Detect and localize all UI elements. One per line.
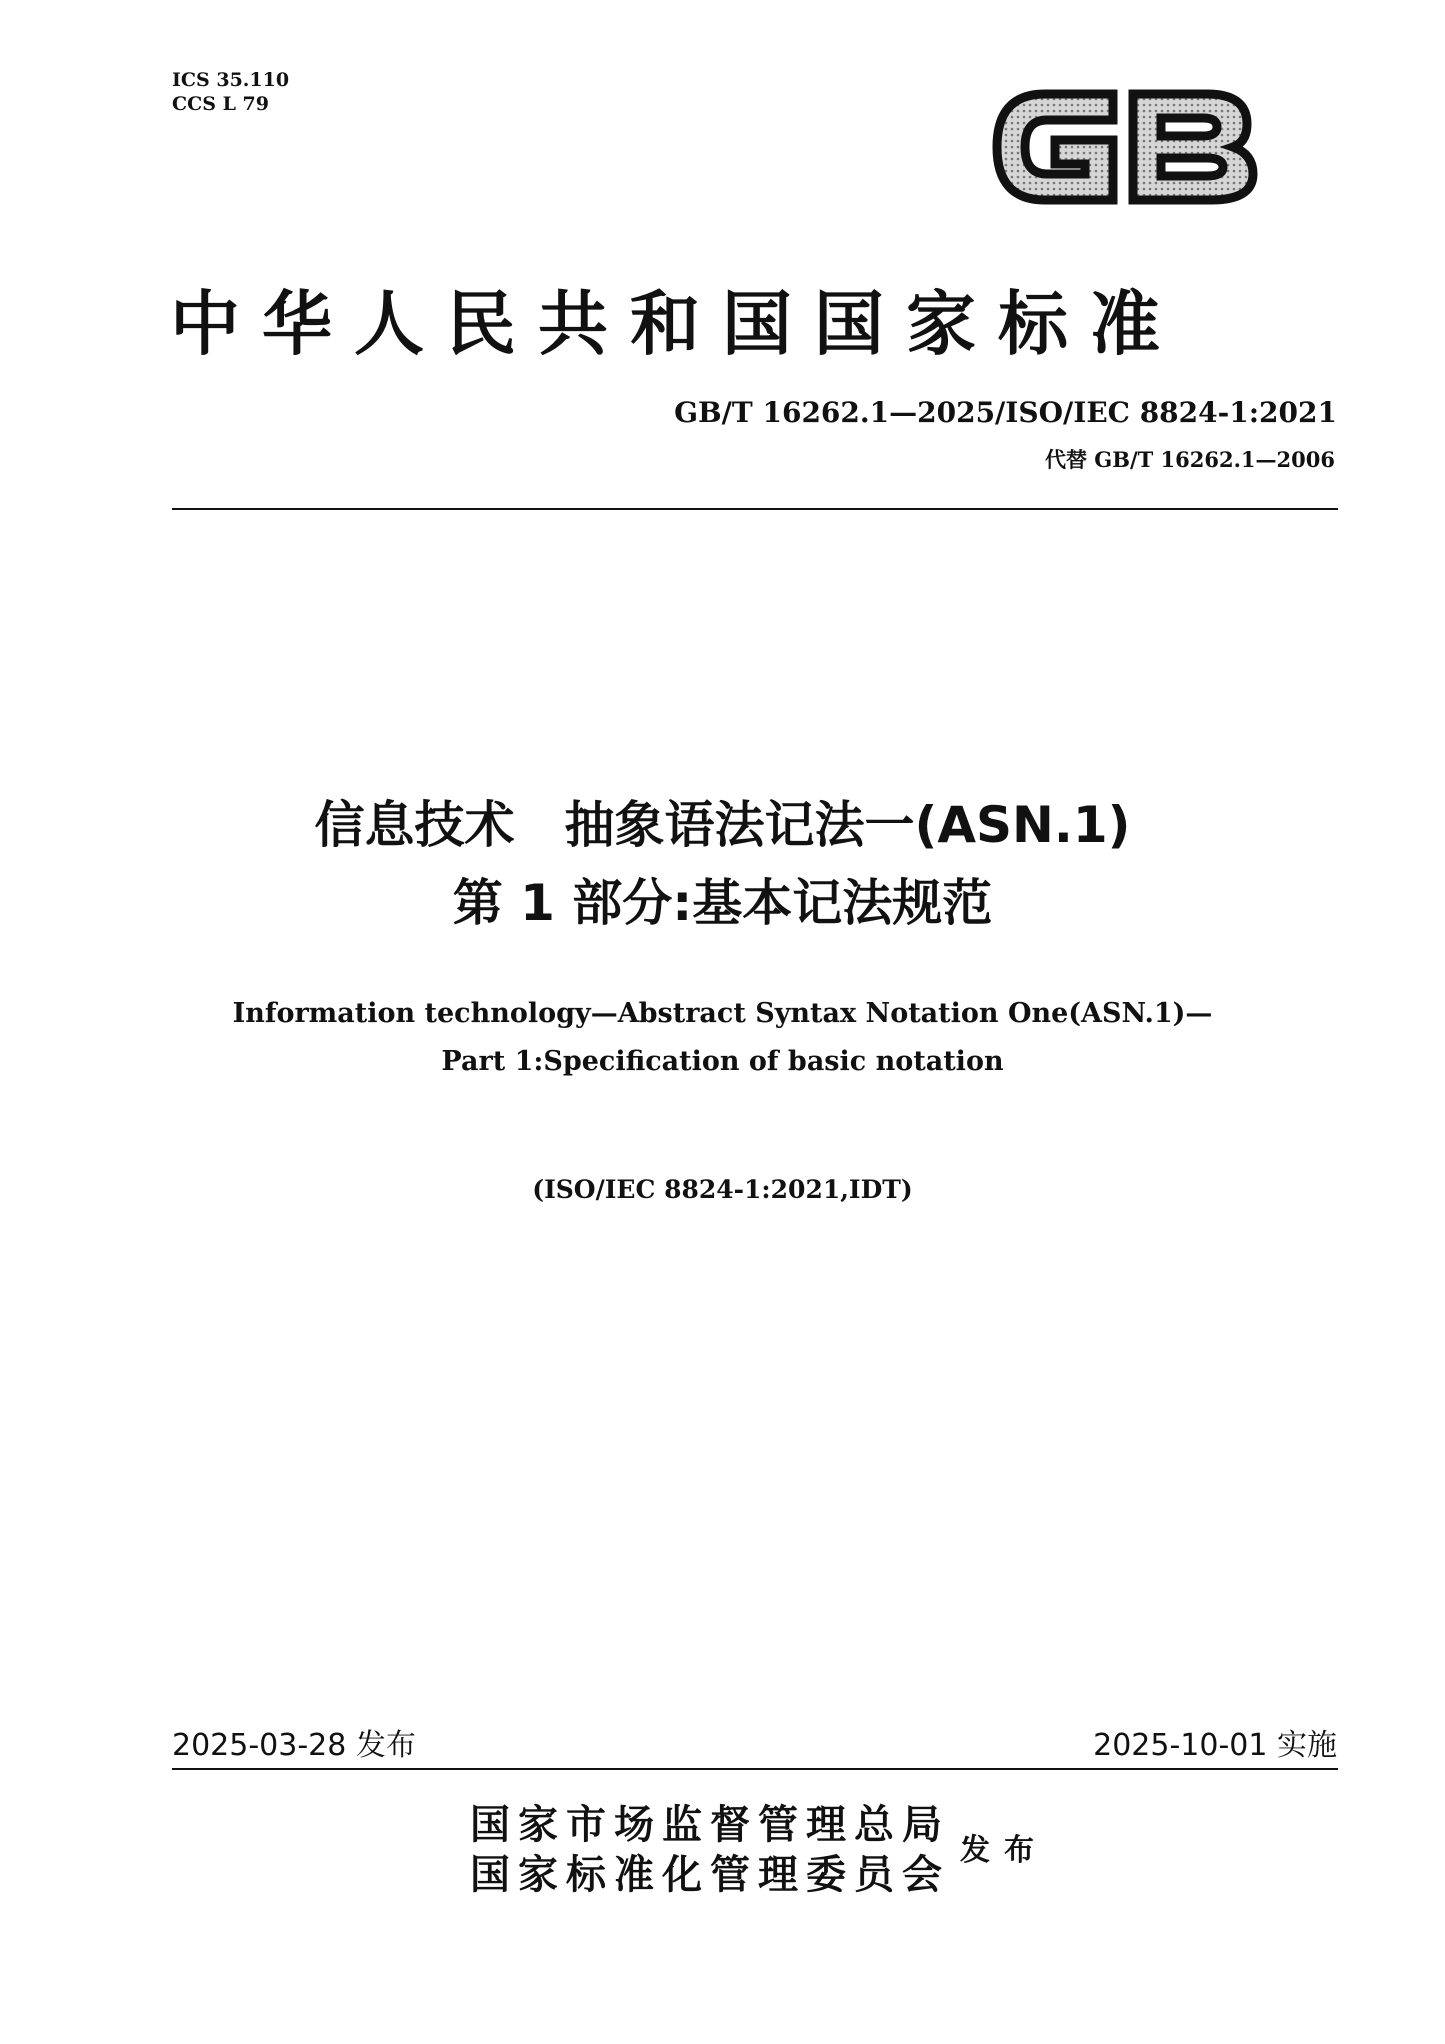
issuer-sac: 国家标准化管理委员会 [470, 1851, 950, 1898]
standard-number: GB/T 16262.1—2025/ISO/IEC 8824-1:2021 [674, 396, 1337, 429]
ccs-code: CCS L 79 [172, 93, 269, 115]
national-standard-title: 中华人民共和国国家标准 [170, 282, 1182, 365]
classification-codes [172, 68, 289, 116]
footer-divider [172, 1768, 1338, 1770]
replaces-standard: 代替 GB/T 16262.1—2006 [1044, 447, 1335, 472]
effective-date: 2025-10-01 实施 [1093, 1728, 1337, 1763]
document-title-cn-line2: 第 1 部分:基本记法规范 [452, 874, 993, 932]
gb-logo-graphic [985, 72, 1265, 222]
document-title-en-line1: Information technology—Abstract Syntax Notation One(ASN.1)— [232, 998, 1213, 1029]
document-title-cn-line1: 信息技术 抽象语法记法一(ASN.1) [314, 796, 1131, 854]
gb-logo [985, 72, 1265, 222]
header-divider [172, 508, 1338, 510]
adoption-identifier: (ISO/IEC 8824-1:2021,IDT) [532, 1175, 913, 1204]
publish-date: 2025-03-28 发布 [172, 1728, 416, 1763]
ics-code: ICS 35.110 [172, 69, 290, 91]
issuer-samr: 国家市场监督管理总局 [470, 1801, 950, 1848]
issuing-authorities [470, 1800, 950, 1900]
document-title-en-line2: Part 1:Specification of basic notation [441, 1046, 1004, 1077]
issue-action: 发布 [960, 1833, 1048, 1868]
